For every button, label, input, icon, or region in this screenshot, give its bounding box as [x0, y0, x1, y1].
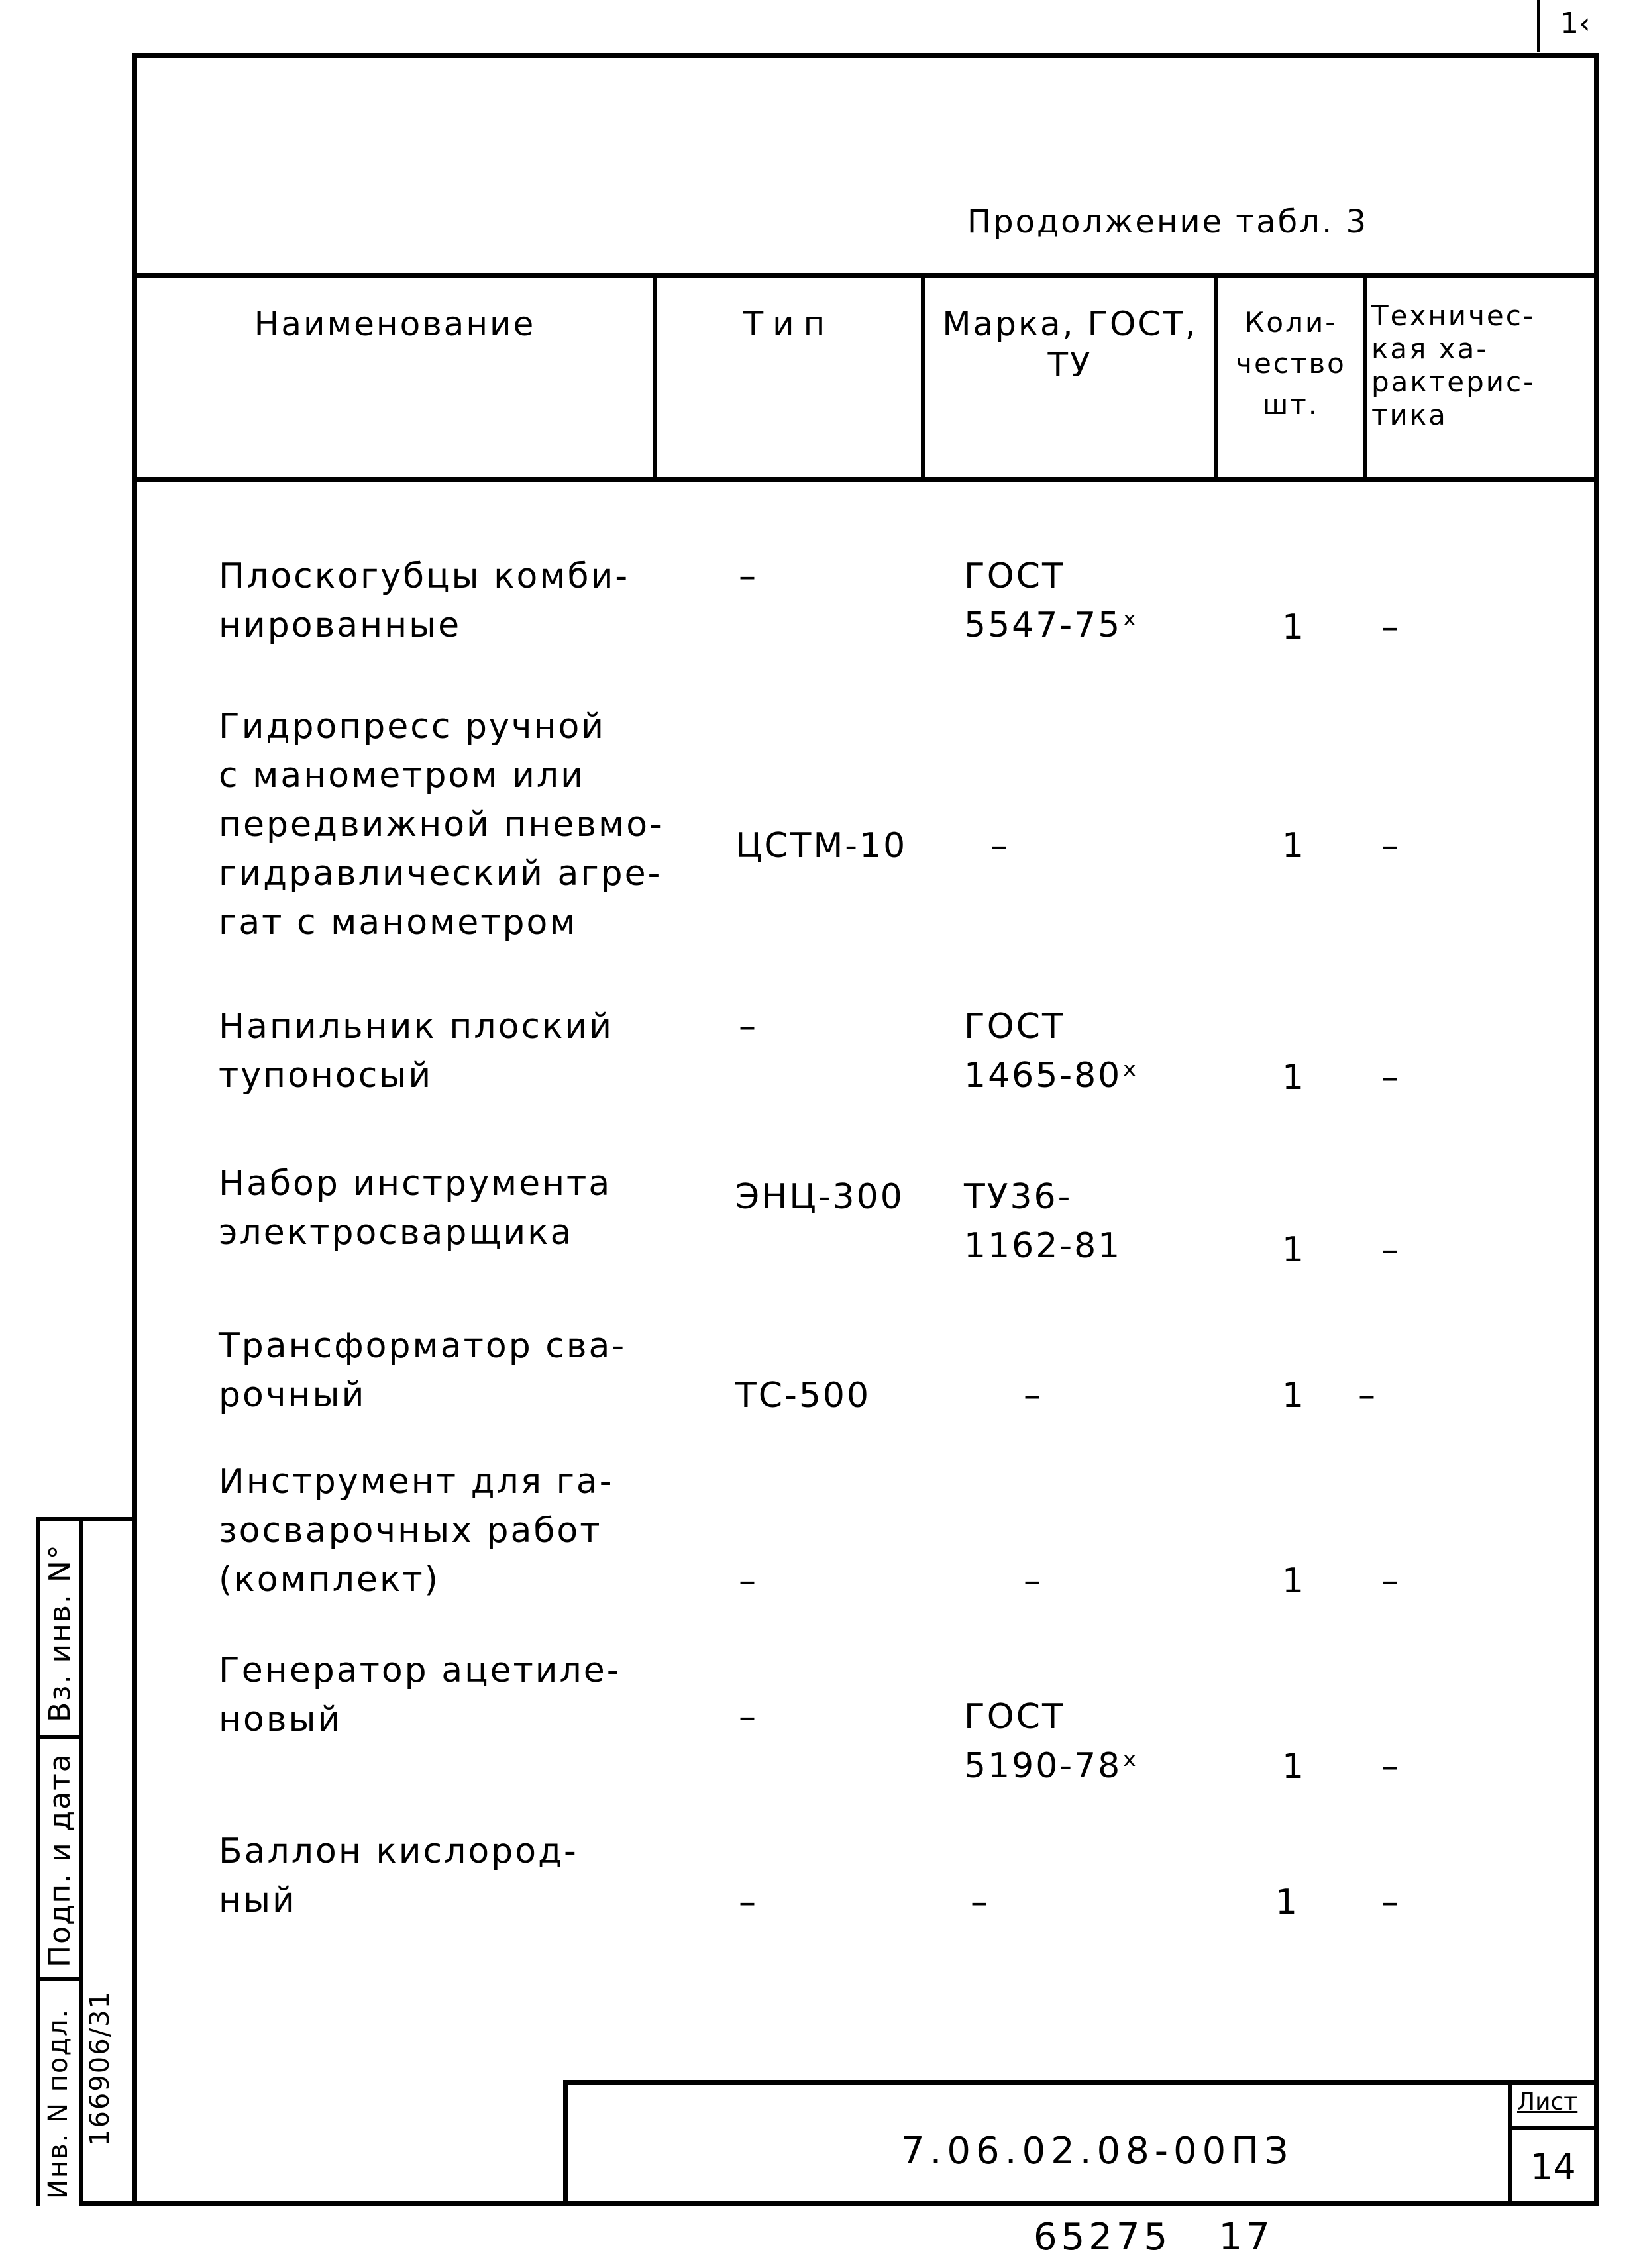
- side-inv-podl: Инв. N подл.: [43, 2008, 74, 2199]
- col-divider-2: [921, 273, 925, 482]
- side-sep-1: [36, 1735, 83, 1739]
- bottom-numbers: 65275 17: [1034, 2216, 1274, 2259]
- row-8-qty: 1: [1275, 1882, 1300, 1922]
- row-3-name: Напильник плоский тупоносый: [219, 1007, 614, 1096]
- stamp-left-line: [563, 2080, 568, 2206]
- row-5-type: ТС-500: [735, 1376, 871, 1416]
- col-header-mark: Марка, ГОСТ, ТУ: [942, 305, 1198, 384]
- row-3-qty: 1: [1282, 1058, 1306, 1098]
- row-6-tech: –: [1381, 1561, 1401, 1601]
- row-2-name: Гидропресс ручной с манометром или передвижной пневмо- гидравлический агре- гат с манометром: [219, 707, 664, 943]
- stamp-sheet-divider: [1508, 2080, 1512, 2206]
- row-4-name: Набор инструмента электросварщика: [219, 1164, 612, 1253]
- document-code: 7.06.02.08-00ПЗ: [901, 2130, 1294, 2173]
- row-6-mark: –: [1024, 1561, 1043, 1601]
- row-3-tech: –: [1381, 1058, 1401, 1098]
- row-1-tech: –: [1381, 607, 1401, 647]
- sheet-number: 14: [1530, 2146, 1576, 2188]
- col-divider-4: [1363, 273, 1367, 482]
- row-8-name: Баллон кислород- ный: [219, 1831, 578, 1920]
- row-2-type: ЦСТМ-10: [735, 826, 908, 866]
- row-8-type: –: [739, 1882, 758, 1922]
- row-8-mark: –: [971, 1882, 990, 1922]
- row-4-mark: ТУ36- 1162-81: [964, 1177, 1122, 1266]
- row-4-qty: 1: [1282, 1230, 1306, 1270]
- header-top-line: [132, 273, 1599, 278]
- row-5-tech: –: [1358, 1376, 1377, 1416]
- col-header-name: Наименование: [254, 305, 536, 343]
- side-top: [36, 1517, 137, 1521]
- col-header-type: Тип: [743, 305, 835, 343]
- side-vz-inv: Вз. инв. N°: [43, 1543, 77, 1722]
- row-2-mark: –: [990, 826, 1010, 866]
- row-3-mark: ГОСТ 1465-80ˣ: [964, 1007, 1140, 1096]
- frame-top: [132, 53, 1597, 58]
- row-5-mark: –: [1024, 1376, 1043, 1416]
- row-1-qty: 1: [1282, 607, 1306, 647]
- col-header-tech: Техничес- кая ха- рактерис- тика: [1371, 299, 1536, 431]
- row-7-mark: ГОСТ 5190-78ˣ: [964, 1697, 1140, 1786]
- corner-tick: [1537, 0, 1540, 52]
- row-4-type: ЭНЦ-300: [735, 1177, 904, 1217]
- side-mid: [80, 1517, 83, 2206]
- row-7-tech: –: [1381, 1747, 1401, 1786]
- row-8-tech: –: [1381, 1882, 1401, 1922]
- side-inv-podl-value: 166906/31: [85, 1990, 115, 2146]
- row-2-qty: 1: [1282, 826, 1306, 866]
- side-outer-left: [36, 1517, 40, 2206]
- continuation-label: Продолжение табл. 3: [967, 203, 1369, 240]
- frame-left: [132, 53, 137, 2206]
- row-7-qty: 1: [1282, 1747, 1306, 1786]
- stamp-sheet-hline: [1508, 2126, 1599, 2130]
- row-3-type: –: [739, 1007, 758, 1047]
- header-bottom-line: [132, 477, 1599, 482]
- row-6-type: –: [739, 1561, 758, 1601]
- row-2-tech: –: [1381, 826, 1401, 866]
- side-sep-2: [36, 1977, 83, 1981]
- row-5-qty: 1: [1282, 1376, 1306, 1416]
- row-1-type: –: [739, 556, 758, 596]
- col-header-qty: Коли- чество шт.: [1236, 306, 1346, 421]
- frame-bottom: [80, 2201, 1599, 2206]
- row-6-qty: 1: [1282, 1561, 1306, 1601]
- sheet-label: Лист: [1517, 2088, 1578, 2116]
- row-7-type: –: [739, 1697, 758, 1737]
- row-1-mark: ГОСТ 5547-75ˣ: [964, 556, 1140, 645]
- row-4-tech: –: [1381, 1230, 1401, 1270]
- row-5-name: Трансформатор сва- рочный: [219, 1326, 627, 1415]
- stamp-top-line: [563, 2080, 1599, 2085]
- row-7-name: Генератор ацетиле- новый: [219, 1651, 621, 1739]
- row-6-name: Инструмент для га- зосварочных работ (комплект): [219, 1462, 614, 1600]
- side-podp-data: Подп. и дата: [43, 1753, 77, 1967]
- row-1-name: Плоскогубцы комби- нированные: [219, 556, 630, 645]
- corner-mark: 1‹: [1560, 7, 1591, 40]
